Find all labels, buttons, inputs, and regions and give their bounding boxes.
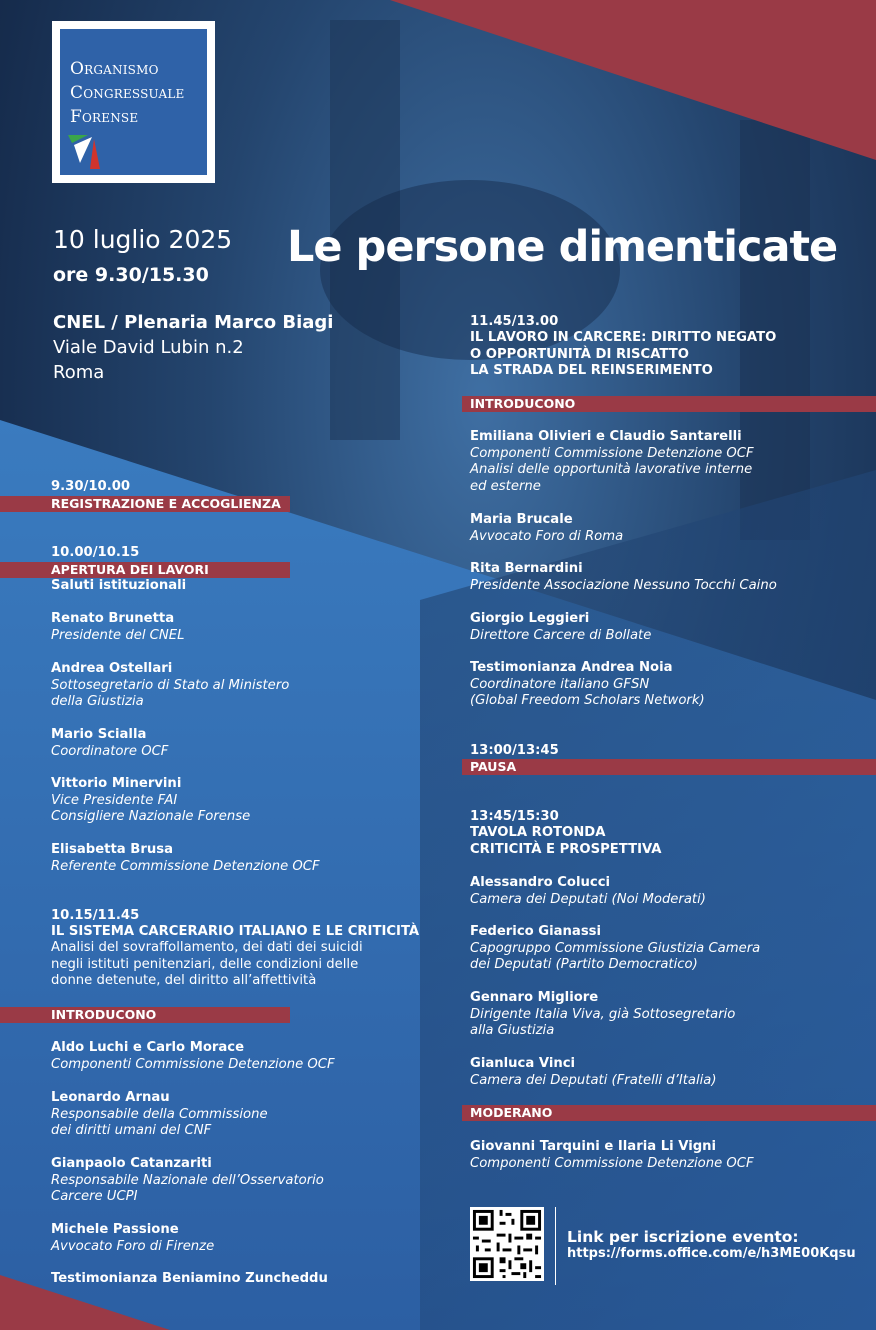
- speaker-role: Capogruppo Commissione Giustizia Camera: [470, 940, 761, 956]
- heading-line: O OPPORTUNITÀ DI RISCATTO: [470, 346, 689, 362]
- venue-name: CNEL / Plenaria Marco Biagi: [53, 312, 334, 333]
- section-bar-label: MODERANO: [470, 1105, 553, 1120]
- session-time: 13:45/15:30: [470, 809, 559, 824]
- speaker-role: Coordinatore italiano GFSN: [470, 676, 650, 692]
- speaker-role: ed esterne: [470, 478, 541, 494]
- section-bar: [0, 562, 290, 578]
- speaker-name: Maria Brucale: [470, 512, 573, 527]
- registration-label: Link per iscrizione evento:: [567, 1228, 799, 1246]
- speaker-role: Avvocato Foro di Firenze: [51, 1238, 215, 1254]
- session-time: 11.45/13.00: [470, 314, 559, 329]
- speaker-role: Responsabile della Commissione: [51, 1106, 268, 1122]
- speaker-entry: [470, 429, 754, 495]
- speaker-role: dei diritti umani del CNF: [51, 1123, 212, 1138]
- description-line: Analisi del sovraffollamento, dei dati dei suicidi: [51, 940, 363, 955]
- speaker-role: Dirigente Italia Viva, già Sottosegretario: [470, 1006, 736, 1022]
- speaker-name: Giorgio Leggieri: [470, 611, 590, 626]
- event-title: Le persone dimenticate: [287, 222, 838, 272]
- divider: [555, 1207, 556, 1285]
- logo-line: Organismo: [70, 59, 159, 79]
- logo-line: Forense: [70, 107, 139, 127]
- heading-line: TAVOLA ROTONDA: [470, 825, 606, 840]
- speaker-name: Mario Scialla: [51, 727, 147, 742]
- section-bar: [0, 496, 290, 512]
- speaker-entry: [470, 1056, 717, 1089]
- heading-line: IL LAVORO IN CARCERE: DIRITTO NEGATO: [470, 330, 777, 345]
- heading-line: LA STRADA DEL REINSERIMENTO: [470, 363, 713, 378]
- speaker-name: Giovanni Tarquini e Ilaria Li Vigni: [470, 1139, 717, 1154]
- qr-code-icon: [470, 1207, 544, 1281]
- section-bar-label: APERTURA DEI LAVORI: [51, 562, 209, 577]
- speaker-entry: [470, 924, 760, 974]
- speaker-name: Federico Gianassi: [470, 924, 602, 939]
- speaker-role: Sottosegretario di Stato al Ministero: [51, 677, 290, 693]
- section-bar: [462, 396, 876, 412]
- speaker-entry: [51, 611, 184, 644]
- speaker-name: Alessandro Colucci: [470, 875, 611, 890]
- speaker-role: Direttore Carcere di Bollate: [470, 627, 652, 643]
- speaker-role: dei Deputati (Partito Democratico): [470, 957, 698, 972]
- speaker-name: Andrea Ostellari: [51, 661, 173, 676]
- speaker-name: Gianpaolo Catanzariti: [51, 1156, 212, 1171]
- speaker-entry: [51, 776, 250, 826]
- session-heading: [470, 330, 776, 380]
- qr-code[interactable]: [470, 1207, 544, 1281]
- session-description: [51, 940, 363, 990]
- section-bar: [462, 759, 876, 775]
- speaker-name: Leonardo Arnau: [51, 1090, 170, 1105]
- speaker-role: (Global Freedom Scholars Network): [470, 693, 705, 708]
- session-time: 10.00/10.15: [51, 545, 140, 560]
- speaker-entry: [51, 1090, 268, 1140]
- speaker-role: Responsabile Nazionale dell’Osservatorio: [51, 1172, 324, 1188]
- registration-link[interactable]: https://forms.office.com/e/h3ME00Kqsu: [567, 1246, 856, 1261]
- speaker-name: Testimonianza Andrea Noia: [470, 660, 673, 675]
- speaker-role: Carcere UCPI: [51, 1189, 138, 1204]
- flag-mark-icon: [66, 133, 100, 169]
- speaker-role: Coordinatore OCF: [51, 743, 169, 759]
- speaker-name: Rita Bernardini: [470, 561, 583, 576]
- speaker-entry: [51, 1222, 214, 1255]
- speaker-name: Elisabetta Brusa: [51, 842, 173, 857]
- venue-address: Viale David Lubin n.2: [53, 337, 244, 358]
- speaker-name: Gennaro Migliore: [470, 990, 599, 1005]
- speaker-role: Componenti Commissione Detenzione OCF: [51, 1056, 335, 1072]
- venue-city: Roma: [53, 362, 105, 383]
- speaker-entry: [470, 512, 623, 545]
- speaker-entry: [470, 660, 705, 710]
- speaker-name: Renato Brunetta: [51, 611, 175, 626]
- speaker-name: Testimonianza Beniamino Zuncheddu: [51, 1271, 328, 1286]
- speaker-entry: [470, 611, 651, 644]
- speaker-role: Analisi delle opportunità lavorative interne: [470, 462, 753, 477]
- section-bar-label: PAUSA: [470, 759, 517, 774]
- speaker-name: Vittorio Minervini: [51, 776, 182, 791]
- speaker-role: alla Giustizia: [470, 1023, 555, 1038]
- speaker-entry: [470, 1139, 754, 1172]
- logo-line: Congressuale: [70, 83, 185, 103]
- speaker-entry: [51, 661, 289, 711]
- session-time: 10.15/11.45: [51, 908, 140, 923]
- section-bar-label: REGISTRAZIONE E ACCOGLIENZA: [51, 496, 281, 511]
- section-bar-label: INTRODUCONO: [51, 1007, 157, 1022]
- speaker-entry: [51, 1156, 324, 1206]
- section-bar: [0, 1007, 290, 1023]
- speaker-role: Camera dei Deputati (Fratelli d’Italia): [470, 1072, 717, 1088]
- speaker-role: Vice Presidente FAI: [51, 792, 178, 808]
- speaker-role: Componenti Commissione Detenzione OCF: [470, 1155, 754, 1171]
- speaker-role: Referente Commissione Detenzione OCF: [51, 858, 320, 874]
- session-heading: [470, 825, 662, 858]
- speaker-name: Emiliana Olivieri e Claudio Santarelli: [470, 429, 742, 444]
- speaker-entry: [51, 1040, 335, 1073]
- speaker-entry: [470, 561, 777, 594]
- speaker-entry: [51, 1271, 328, 1288]
- speaker-role: Consigliere Nazionale Forense: [51, 809, 251, 824]
- event-date: 10 luglio 2025: [53, 225, 233, 254]
- description-line: donne detenute, del diritto all’affettività: [51, 973, 317, 988]
- speaker-role: Presidente Associazione Nessuno Tocchi Caino: [470, 577, 777, 593]
- session-time: 9.30/10.00: [51, 479, 131, 494]
- venue: [53, 310, 333, 385]
- session-heading: IL SISTEMA CARCERARIO ITALIANO E LE CRITICITÀ: [51, 924, 420, 939]
- session-time: 13:00/13:45: [470, 743, 559, 758]
- event-time: ore 9.30/15.30: [53, 264, 209, 286]
- speaker-role: Camera dei Deputati (Noi Moderati): [470, 891, 706, 907]
- speaker-entry: [51, 727, 168, 760]
- speaker-entry: [470, 875, 706, 908]
- section-bar-label: INTRODUCONO: [470, 396, 576, 411]
- heading-line: CRITICITÀ E PROSPETTIVA: [470, 841, 662, 857]
- ocf-logo: [52, 21, 215, 183]
- speaker-role: Avvocato Foro di Roma: [470, 528, 624, 544]
- speaker-name: Gianluca Vinci: [470, 1056, 576, 1071]
- speaker-role: della Giustizia: [51, 694, 144, 709]
- speaker-entry: [51, 842, 320, 875]
- speaker-name: Aldo Luchi e Carlo Morace: [51, 1040, 245, 1055]
- description-line: negli istituti penitenziari, delle condizioni delle: [51, 956, 359, 972]
- section-subtitle: Saluti istituzionali: [51, 578, 187, 593]
- speaker-role: Presidente del CNEL: [51, 627, 185, 643]
- section-bar: [462, 1105, 876, 1121]
- speaker-name: Michele Passione: [51, 1222, 179, 1237]
- speaker-entry: [470, 990, 735, 1040]
- speaker-role: Componenti Commissione Detenzione OCF: [470, 445, 754, 461]
